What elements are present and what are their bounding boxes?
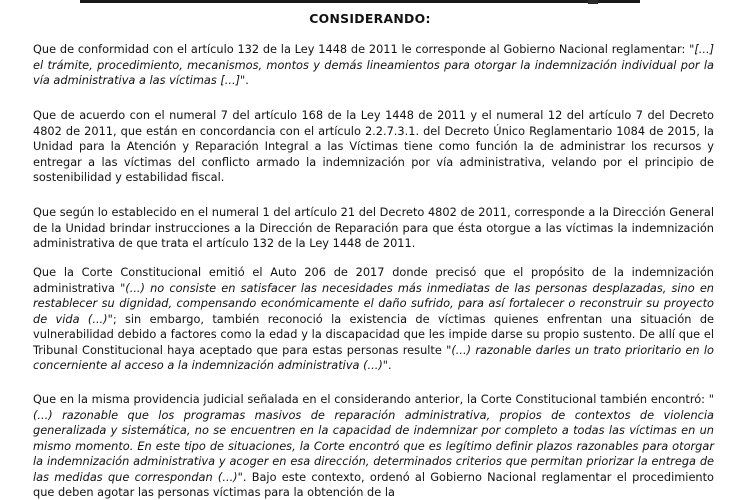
paragraph-quote: "[...] el trámite, procedimiento, mecanismos, montos y demás lineamientos para otorgar la indemnización individual por la vía administrativa a las víctimas [...]" (33, 42, 714, 87)
paragraph-text: ; sin embargo, también reconoció la existencia de víctimas quienes enfrentan una situación de vulnerabilidad debido a factores como la edad y la discapacidad que les impide darse su propio sustento. De allí que el Tribunal Constitucional haya aceptado que para estas personas resulte (33, 311, 715, 357)
paragraph-text: Que de conformidad con el artículo 132 de la Ley 1448 de 2011 le corresponde al Gobierno Nacional reglamentar: (33, 42, 690, 56)
paragraph-1 (33, 42, 714, 89)
paragraph-text: . Bajo este contexto, ordenó al Gobierno Nacional reglamentar el procedimiento que deben agotar las personas víctimas para la obtención de la (33, 469, 714, 499)
top-border-rule (0, 0, 740, 3)
paragraph-text: Que de acuerdo con el numeral 7 del artículo 168 de la Ley 1448 de 2011 y el numeral 12 del artículo 7 del Decreto 4802 de 2011, que están en concordancia con el artículo 2.2.7.3.1. del Decreto Único Reglamentario 1084 de 2015, la Unidad para la Atención y Reparación Integral a las Víctimas tiene como función la de administrar los recursos y entregar a las víctimas del conflicto armado la indemnización por vía administrativa, velando por el principio de sostenibilidad y estabilidad fiscal. (33, 108, 714, 184)
paragraph-text: Que según lo establecido en el numeral 1 del artículo 21 del Decreto 4802 de 2011, corresponde a la Dirección General de la Unidad brindar instrucciones a la Dirección de Reparación para que ésta otorgue a las víctimas la indemnización administrativa de que trata el artículo 132 de la Ley 1448 de 2011. (33, 205, 714, 250)
section-heading: CONSIDERANDO: (309, 11, 431, 26)
paragraph-quote: "(...) razonable que los programas masivos de reparación administrativa, propios de contextos de violencia generalizada y sistemática, no se encuentren en la capacidad de indemnizar por completo a todas las víctimas en un mismo momento. En este tipo de situaciones, la Corte encontró que es legítimo definir plazos razonables para otorgar la indemnización administrativa y acoger en esa dirección, determinados criterios que permitan priorizar la entrega de las medidas que correspondan (...)" (33, 392, 714, 484)
paragraph-quote: "(...) razonable darles un trato prioritario en lo concerniente al acceso a la indemnización administrativa (...)" (33, 342, 714, 372)
paragraph-3 (33, 205, 714, 252)
paragraph-text: Que en la misma providencia judicial señalada en el considerando anterior, la Corte Constitucional también encontró: (33, 392, 709, 406)
paragraph-text: Que la Corte Constitucional emitió el Auto 206 de 2017 donde precisó que el propósito de la indemnización administrativa (33, 265, 714, 295)
paragraph-text: . (245, 73, 249, 87)
paragraph-text: . (388, 358, 392, 372)
paragraph-4 (33, 265, 714, 374)
paragraph-quote: "(...) no consiste en satisfacer las necesidades más inmediatas de las personas desplazadas, sino en restablecer su dignidad, compensando económicamente el daño sufrido, para así fortalecer o reconstruir su proyecto de vida (...)" (33, 280, 714, 326)
paragraph-5 (33, 392, 714, 500)
paragraph-2 (33, 108, 714, 186)
scan-mark (588, 0, 598, 4)
